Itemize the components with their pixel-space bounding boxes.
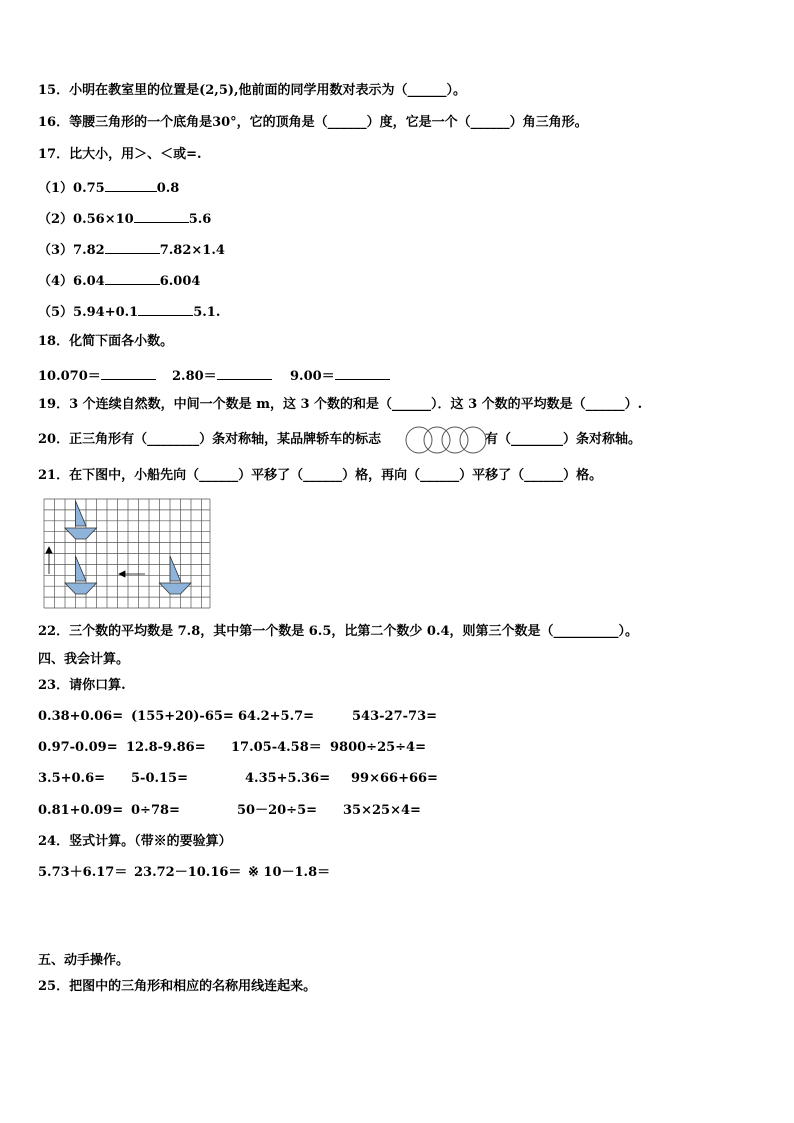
simplify-item-2: 2.80＝ xyxy=(172,365,272,386)
calc-3-3: 35×25×4= xyxy=(343,803,421,818)
compare-item-2: （2）0.56×10 5.6 xyxy=(38,208,211,229)
question-22: 22．三个数的平均数是 7.8，其中第一个数是 6.5，比第二个数少 0.4，则第三个数是（__________）。 xyxy=(38,624,639,639)
calc-0-1: (155+20)-65= xyxy=(131,709,234,724)
answer-blank[interactable] xyxy=(138,301,193,316)
answer-blank[interactable] xyxy=(217,365,272,380)
compare-item-4: （4）6.04 6.004 xyxy=(38,270,200,291)
car-logo-rings-icon xyxy=(405,425,487,455)
vertical-calc-2: 23.72－10.16＝ xyxy=(134,865,242,880)
vertical-calc-3: ※ 10－1.8＝ xyxy=(248,865,331,880)
question-17-title: 17．比大小，用＞、＜或=. xyxy=(38,147,202,162)
answer-blank[interactable] xyxy=(105,270,160,285)
question-23-title: 23．请你口算. xyxy=(38,678,126,693)
vertical-calc-1: 5.73＋6.17＝ xyxy=(38,865,128,880)
question-20-part2: 有（________）条对称轴。 xyxy=(485,432,642,447)
question-20-part1: 20．正三角形有（________）条对称轴，某品牌轿车的标志 xyxy=(38,432,382,447)
boat-top xyxy=(65,501,97,539)
calc-2-3: 99×66+66= xyxy=(351,771,438,786)
question-15: 15．小明在教室里的位置是(2,5),他前面的同学用数对表示为（______）。 xyxy=(38,83,467,98)
calc-2-1: 5-0.15= xyxy=(131,771,188,786)
answer-blank[interactable] xyxy=(105,239,160,254)
calc-0-3: 543-27-73= xyxy=(352,709,438,724)
section-5-heading: 五、动手操作。 xyxy=(38,953,130,968)
question-19: 19．3 个连续自然数，中间一个数是 m，这 3 个数的和是（______）．这 3 个数的平均数是（______）. xyxy=(38,397,643,412)
up-arrow-icon xyxy=(46,547,52,574)
calc-0-2: 64.2+5.7= xyxy=(238,709,315,724)
calc-2-0: 3.5+0.6= xyxy=(38,771,106,786)
left-arrow-icon xyxy=(119,571,145,577)
question-25: 25．把图中的三角形和相应的名称用线连起来。 xyxy=(38,979,317,994)
compare-item-5: （5）5.94+0.1 5.1. xyxy=(38,301,220,322)
compare-item-3: （3）7.82 7.82×1.4 xyxy=(38,239,225,260)
answer-blank[interactable] xyxy=(134,208,189,223)
calc-3-1: 0÷78= xyxy=(131,803,180,818)
question-18-title: 18．化简下面各小数。 xyxy=(38,334,174,349)
calc-3-0: 0.81+0.09= xyxy=(38,803,124,818)
calc-1-2: 17.05-4.58＝ xyxy=(231,740,322,755)
calc-0-0: 0.38+0.06= xyxy=(38,709,124,724)
compare-item-1: （1）0.75 0.8 xyxy=(38,177,179,198)
question-21: 21．在下图中，小船先向（______）平移了（______）格，再向（______）平移了（______）格。 xyxy=(38,468,603,483)
calc-1-3: 9800÷25÷4= xyxy=(330,740,426,755)
section-4-heading: 四、我会计算。 xyxy=(38,652,130,667)
calc-3-2: 50－20÷5= xyxy=(237,803,318,818)
grid-lines xyxy=(44,499,210,608)
answer-blank[interactable] xyxy=(105,177,157,192)
answer-blank[interactable] xyxy=(101,365,156,380)
calc-1-0: 0.97-0.09= xyxy=(38,740,118,755)
boat-grid-figure xyxy=(42,498,212,610)
calc-2-2: 4.35+5.36= xyxy=(245,771,331,786)
question-24-title: 24．竖式计算。（带※的要验算） xyxy=(38,834,232,849)
simplify-item-1: 10.070＝ xyxy=(38,365,156,386)
simplify-item-3: 9.00＝ xyxy=(290,365,390,386)
answer-blank[interactable] xyxy=(335,365,390,380)
question-16: 16．等腰三角形的一个底角是30°，它的顶角是（______）度，它是一个（______）角三角形。 xyxy=(38,115,588,130)
calc-1-1: 12.8-9.86= xyxy=(126,740,206,755)
